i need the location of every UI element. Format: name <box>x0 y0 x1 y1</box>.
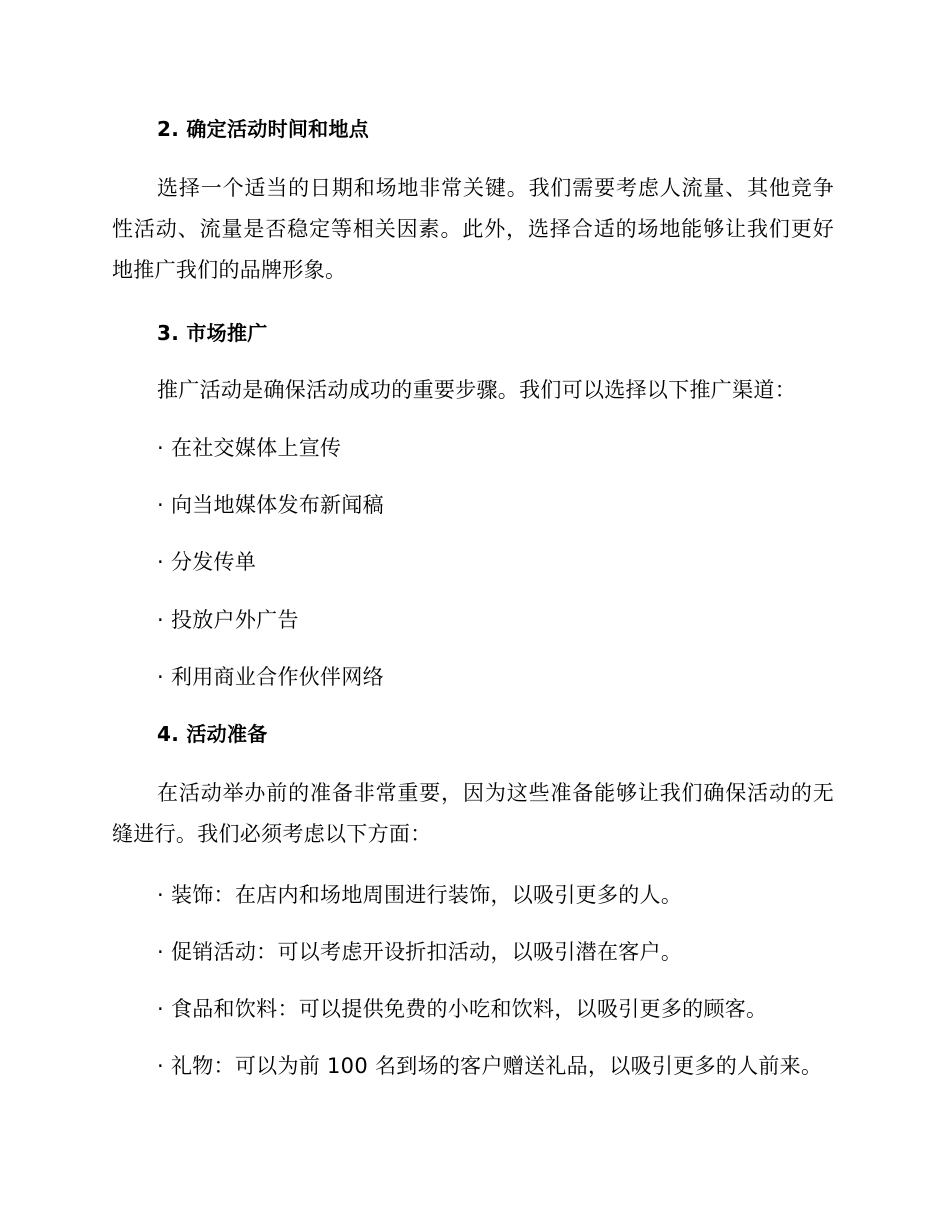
section-paragraph-preparation: 在活动举办前的准备非常重要，因为这些准备能够让我们确保活动的无缝进行。我们必须考虑以下方面： <box>112 781 834 846</box>
section-heading-time-location: 2. 确定活动时间和地点 <box>157 117 370 141</box>
bullet-item: · 投放户外广告 <box>157 608 299 632</box>
bullet-item: · 在社交媒体上宣传 <box>157 436 342 460</box>
section-heading-preparation: 4. 活动准备 <box>157 722 268 746</box>
bullet-item: · 分发传单 <box>157 550 257 574</box>
section-paragraph-time-location: 选择一个适当的日期和场地非常关键。我们需要考虑人流量、其他竞争性活动、流量是否稳定等相关因素。此外，选择合适的场地能够让我们更好地推广我们的品牌形象。 <box>112 176 834 282</box>
section-paragraph-marketing: 推广活动是确保活动成功的重要步骤。我们可以选择以下推广渠道： <box>157 378 796 402</box>
bullet-item: · 向当地媒体发布新闻稿 <box>157 493 384 517</box>
bullet-item: · 食品和饮料：可以提供免费的小吃和饮料，以吸引更多的顾客。 <box>157 997 768 1021</box>
bullet-item: · 促销活动：可以考虑开设折扣活动，以吸引潜在客户。 <box>157 940 683 964</box>
bullet-item: · 礼物：可以为前 100 名到场的客户赠送礼品，以吸引更多的人前来。 <box>157 1054 823 1078</box>
bullet-item: · 装饰：在店内和场地周围进行装饰，以吸引更多的人。 <box>157 883 683 907</box>
bullet-item: · 利用商业合作伙伴网络 <box>157 665 384 689</box>
section-heading-marketing: 3. 市场推广 <box>157 321 268 345</box>
